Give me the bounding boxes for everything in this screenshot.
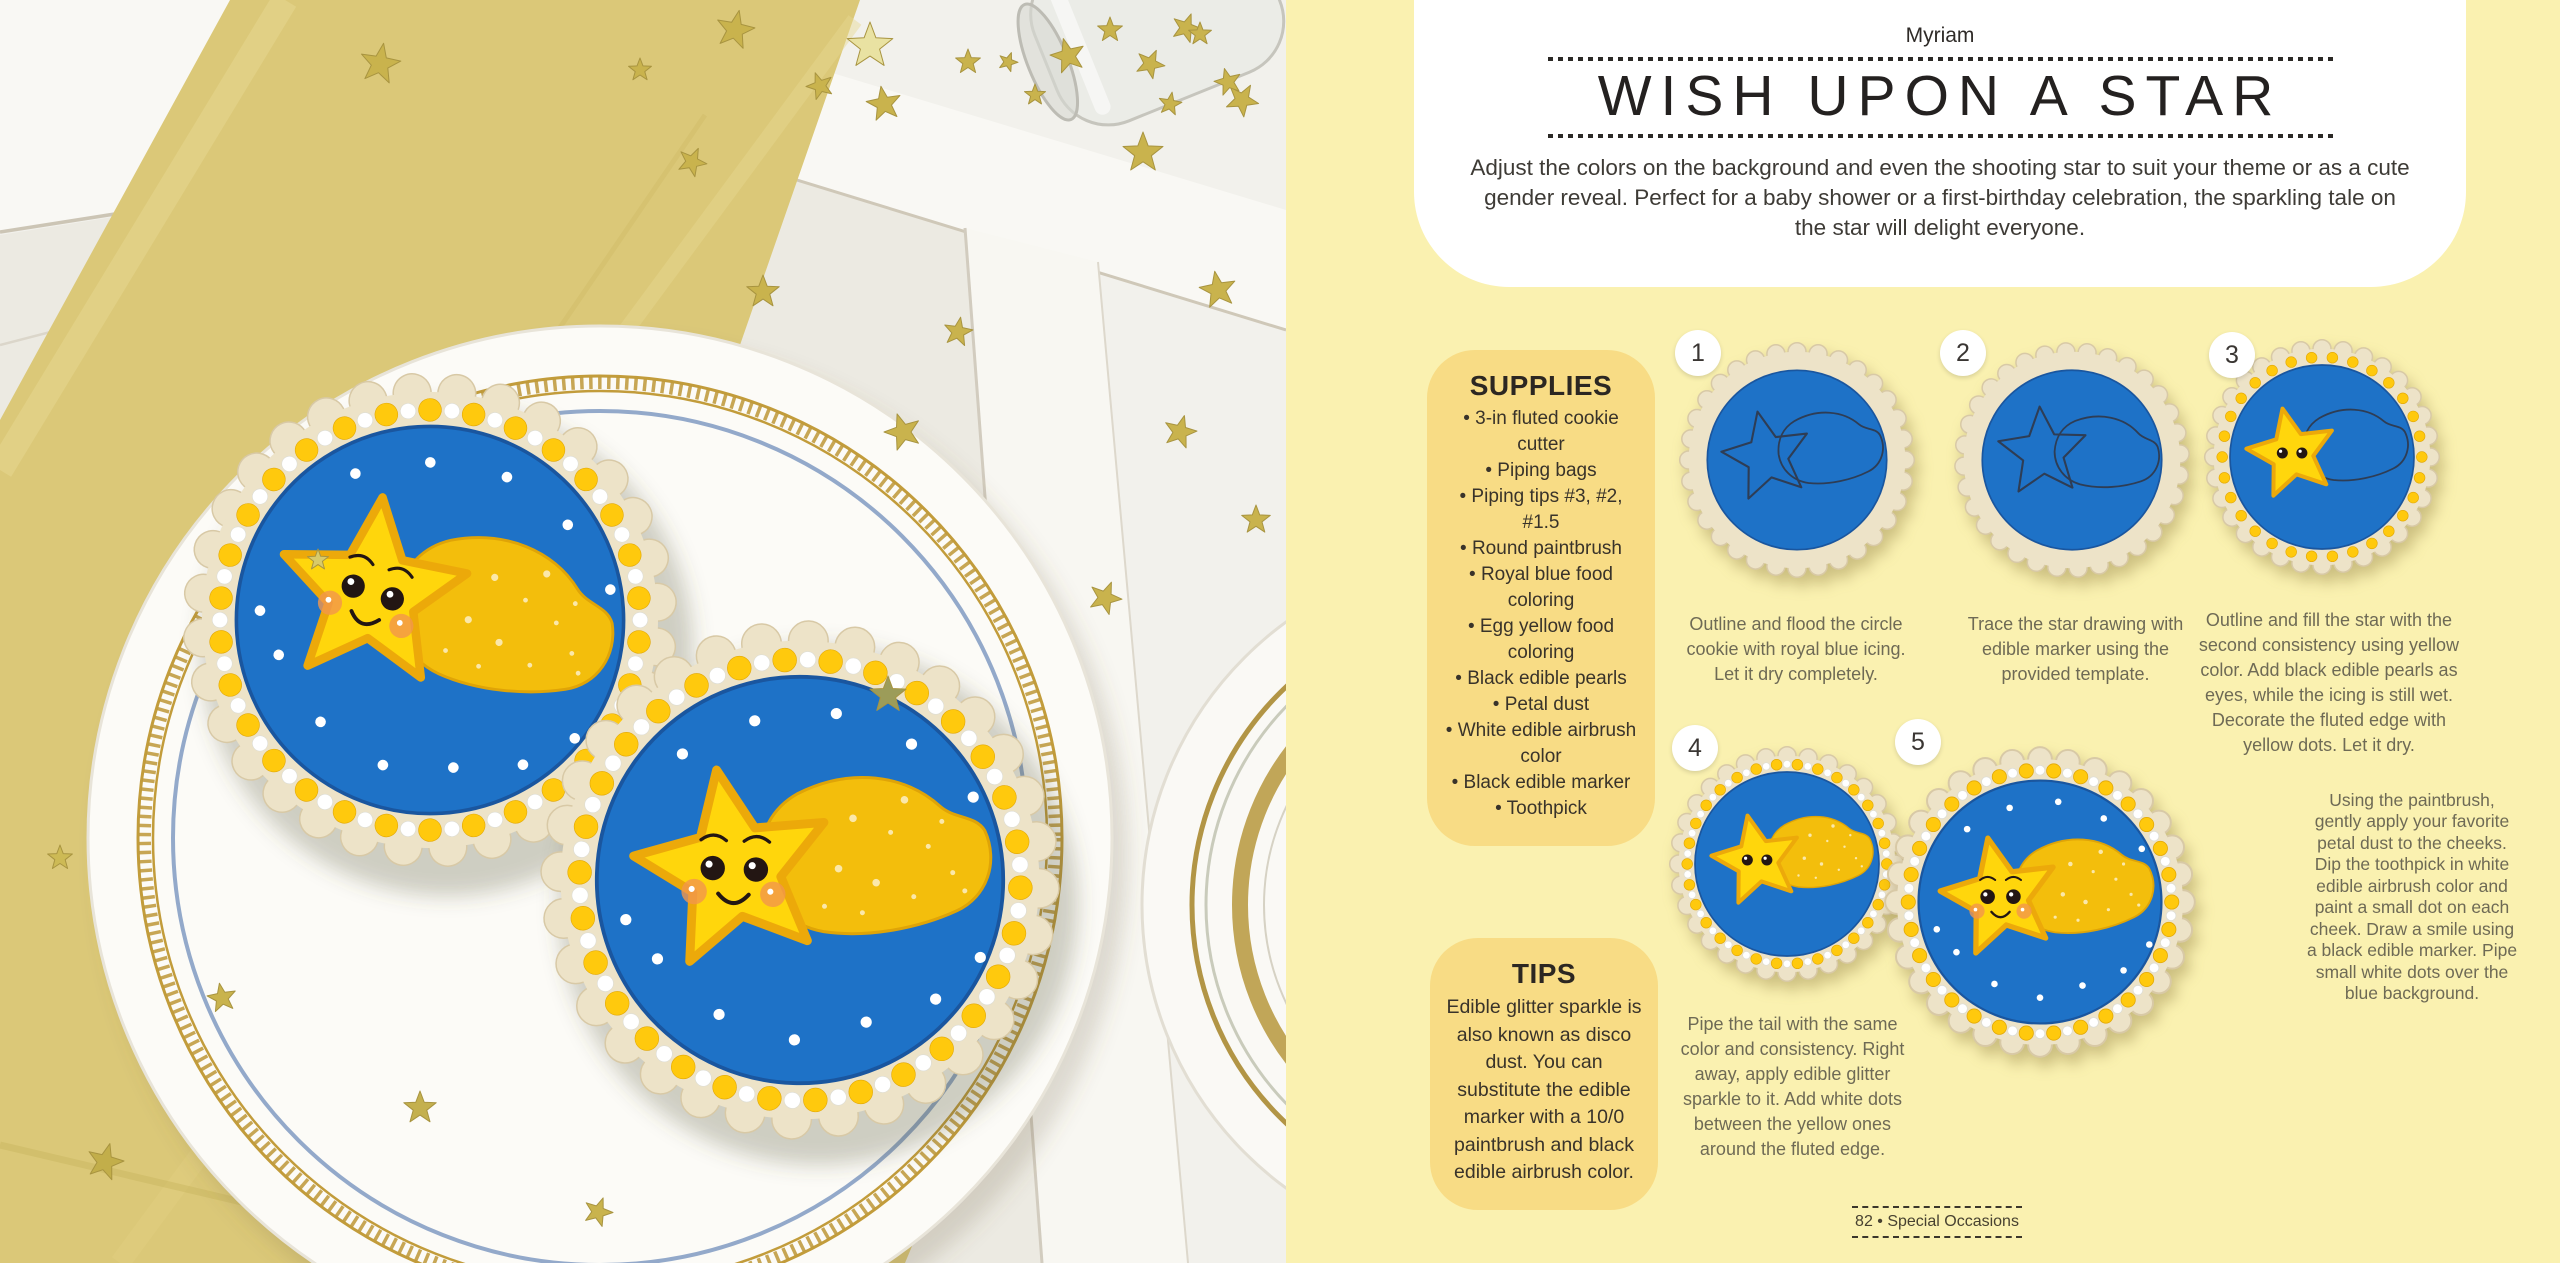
tips-box — [1430, 938, 1658, 1210]
supply-item: • Round paintbrush — [1460, 538, 1622, 559]
step-number-badge: 1 — [1675, 330, 1721, 376]
author-name: Myriam — [1905, 24, 1975, 47]
supply-item: • Black edible marker — [1451, 772, 1631, 793]
step-number-badge: 2 — [1940, 330, 1986, 376]
step-number-badge: 3 — [2209, 332, 2255, 378]
step-number-badge: 5 — [1895, 719, 1941, 765]
dotted-divider-bottom — [1548, 134, 2333, 138]
supply-item: • White edible airbrush color — [1445, 720, 1637, 767]
step5-cookie-photo — [1875, 737, 2205, 1067]
step-caption-1: Outline and flood the circle cookie with royal blue icing. Let it dry completely. — [1686, 614, 1906, 684]
supply-item: • 3-in fluted cookie cutter — [1463, 408, 1619, 455]
supply-item: • Piping bags — [1485, 460, 1597, 481]
step2-cookie-photo — [1947, 335, 2197, 585]
recipe-header — [1414, 0, 2466, 287]
supplies-heading: SUPPLIES — [1469, 370, 1613, 401]
step-caption-3: Outline and fill the star with the second consistency using yellow color. Add black edible pearls as eyes, while the icing is still wet. Decorate the fluted edge with yellow dots. Let it dry. — [2198, 610, 2460, 755]
supply-item: • Toothpick — [1495, 798, 1587, 819]
page-footer — [1852, 1206, 2022, 1238]
step-caption-2: Trace the star drawing with edible marker using the provided template. — [1967, 614, 2184, 684]
supply-item: • Egg yellow food coloring — [1467, 616, 1615, 663]
step-caption-5: Using the paintbrush, gently apply your favorite petal dust to the cheeks. Dip the toothpick in white edible airbrush color and paint a small dot on each cheek. Draw a smile using a black edible marker. Pipe small white dots over the blue background. — [2306, 789, 2518, 1003]
recipe-intro: Adjust the colors on the background and even the shooting star to suit your theme or as a cute gender reveal. Perfect for a baby shower or a first-birthday celebration, the sparkling tale on the star will delight everyone. — [1470, 155, 2410, 241]
supply-item: • Royal blue food coloring — [1469, 564, 1613, 611]
page-number-text: 82 • Special Occasions — [1855, 1213, 2019, 1230]
supply-item: • Petal dust — [1492, 694, 1590, 715]
supplies-list — [1427, 406, 1655, 822]
step-caption-4: Pipe the tail with the same color and consistency. Right away, apply edible glitter sparkle to it. Add white dots between the yellow ones around the fluted edge. — [1680, 1014, 1905, 1159]
supply-item: • Black edible pearls — [1455, 668, 1627, 689]
recipe-title: WISH UPON A STAR — [1597, 64, 2283, 128]
tips-heading: TIPS — [1511, 958, 1577, 989]
tips-text: Edible glitter sparkle is also known as disco dust. You can substitute the edible marker with a 10/0 paintbrush and black edible airbrush color. — [1446, 996, 1642, 1183]
right-page — [1286, 0, 2560, 1263]
supply-item: • Piping tips #3, #2, #1.5 — [1459, 486, 1623, 533]
step-number-badge: 4 — [1672, 725, 1718, 771]
dotted-divider-top — [1548, 57, 2333, 61]
supplies-box — [1427, 350, 1655, 846]
